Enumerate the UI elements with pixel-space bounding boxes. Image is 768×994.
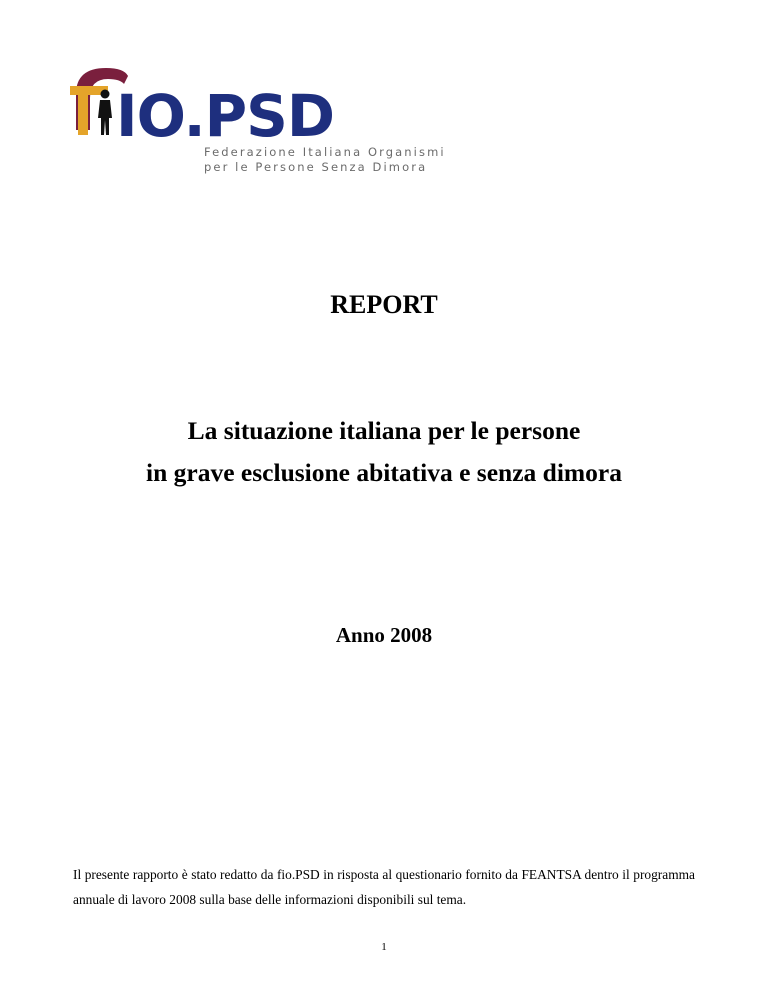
person-icon [98,90,112,136]
report-year: Anno 2008 [335,623,433,647]
report-abstract: Il presente rapporto è stato redatto da fio.PSD in risposta al questionario fornito da FEANTSA dentro il programma annuale di lavoro 2008 sulla base delle informazioni disponibili sul tema. [73,867,695,907]
logo-tagline-line1: Federazione Italiana Organismi [204,145,446,159]
report-subtitle [0,410,768,494]
page-number: 1 [381,941,387,953]
logo-brand-text: IO.PSD [116,82,335,150]
subtitle-line-2: in grave esclusione abitativa e senza dimora [146,458,622,487]
logo-stem [78,95,88,135]
subtitle-line-1: La situazione italiana per le persone [187,416,581,445]
report-heading: REPORT [330,290,438,319]
logo-tagline-line2: per le Persone Senza Dimora [204,160,428,174]
fio-psd-logo [70,64,450,176]
